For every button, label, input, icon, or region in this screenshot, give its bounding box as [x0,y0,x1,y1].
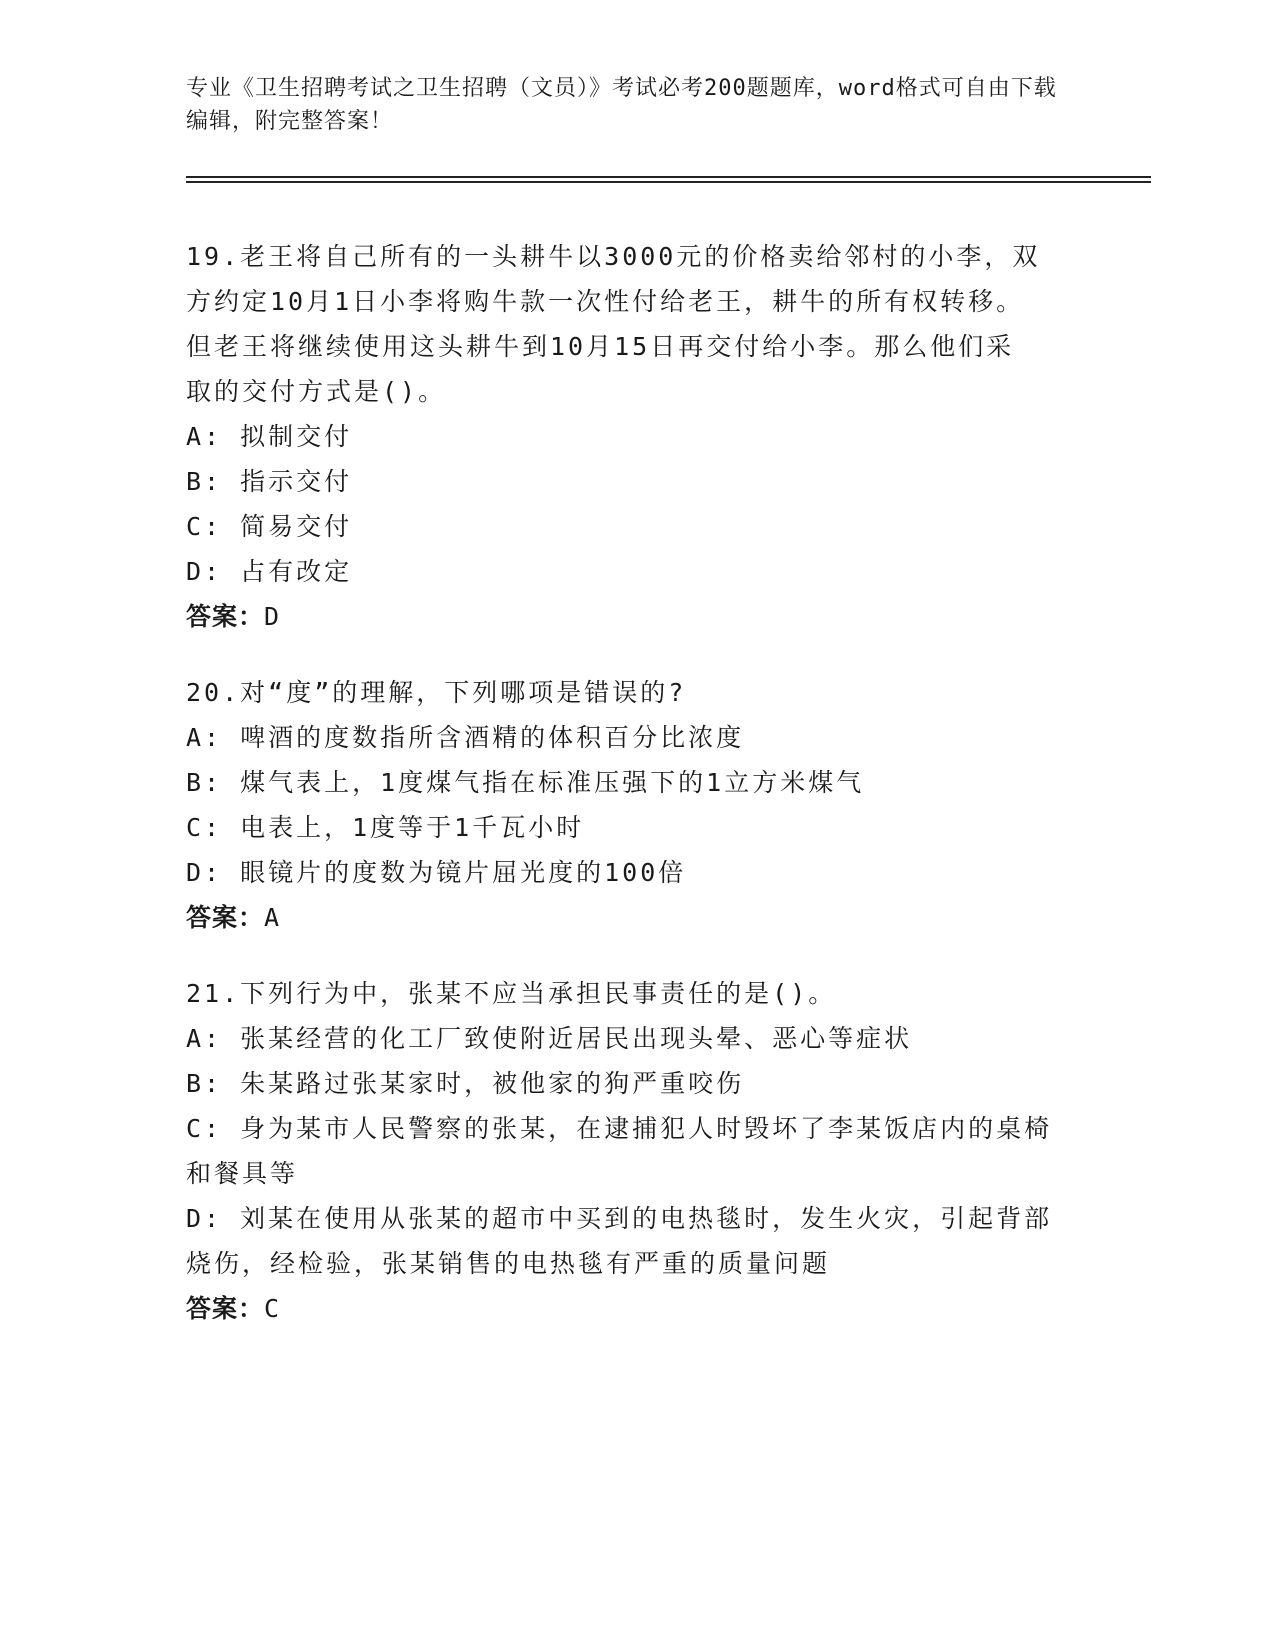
option-line [186,1241,1076,1286]
option-text: 煤气表上，1度煤气指在标准压强下的1立方米煤气 [240,768,865,797]
option-label: B: [186,768,223,797]
question-stem-line: 19.老王将自己所有的一头耕牛以3000元的价格卖给邻村的小李，双 [186,242,1041,271]
option-line [186,549,1076,594]
option-label: A: [186,1024,223,1053]
option-text: 张某经营的化工厂致使附近居民出现头晕、恶心等症状 [240,1024,913,1053]
option-text: 和餐具等 [186,1159,299,1188]
answer-value: A [264,903,281,932]
option-line [186,459,1076,504]
answer-line [186,594,1076,640]
question-stem-line: 20.对“度”的理解，下列哪项是错误的? [186,678,687,707]
header-rule-bottom [186,181,1151,183]
option-line [186,1016,1076,1061]
question-list [186,234,1076,1362]
option-text: 简易交付 [240,512,353,541]
option-text: 指示交付 [240,467,353,496]
option-line [186,1196,1076,1241]
option-label: B: [186,467,223,496]
option-text: 朱某路过张某家时，被他家的狗严重咬伤 [240,1069,745,1098]
option-label: B: [186,1069,223,1098]
option-text: 眼镜片的度数为镜片屈光度的100倍 [240,858,687,887]
option-line [186,504,1076,549]
option-label: A: [186,422,223,451]
option-line [186,760,1076,805]
option-label: D: [186,858,223,887]
question-block [186,971,1076,1332]
answer-line [186,895,1076,941]
option-line [186,414,1076,459]
answer-label: 答案： [186,602,265,631]
option-label: C: [186,1114,223,1143]
question-stem-line: 21.下列行为中，张某不应当承担民事责任的是()。 [186,979,837,1008]
option-text: 电表上，1度等于1千瓦小时 [240,813,585,842]
option-text: 占有改定 [240,557,353,586]
answer-label: 答案： [186,1294,265,1323]
option-line [186,1061,1076,1106]
option-line [186,715,1076,760]
option-label: A: [186,723,223,752]
option-label: C: [186,512,223,541]
option-text: 烧伤，经检验，张某销售的电热毯有严重的质量问题 [186,1249,831,1278]
question-stem-line: 但老王将继续使用这头耕牛到10月15日再交付给小李。那么他们采 [186,332,1015,361]
option-text: 啤酒的度数指所含酒精的体积百分比浓度 [240,723,745,752]
option-line [186,850,1076,895]
answer-line [186,1286,1076,1332]
answer-value: C [264,1294,281,1323]
document-header: 专业《卫生招聘考试之卫生招聘（文员）》考试必考200题题库，word格式可自由下载编辑，附完整答案！ [186,76,1057,134]
option-text: 刘某在使用从张某的超市中买到的电热毯时，发生火灾，引起背部 [240,1204,1053,1233]
option-line [186,1151,1076,1196]
option-label: C: [186,813,223,842]
option-text: 身为某市人民警察的张某，在逮捕犯人时毁坏了李某饭店内的桌椅 [240,1114,1053,1143]
option-line [186,805,1076,850]
option-label: D: [186,557,223,586]
question-stem-line: 方约定10月1日小李将购牛款一次性付给老王，耕牛的所有权转移。 [186,287,1025,316]
question-block [186,234,1076,640]
option-line [186,1106,1076,1151]
header-rule-top [186,176,1151,178]
question-stem-line: 取的交付方式是()。 [186,377,447,406]
answer-label: 答案： [186,903,265,932]
option-text: 拟制交付 [240,422,353,451]
answer-value: D [264,602,281,631]
question-block [186,670,1076,941]
option-label: D: [186,1204,223,1233]
